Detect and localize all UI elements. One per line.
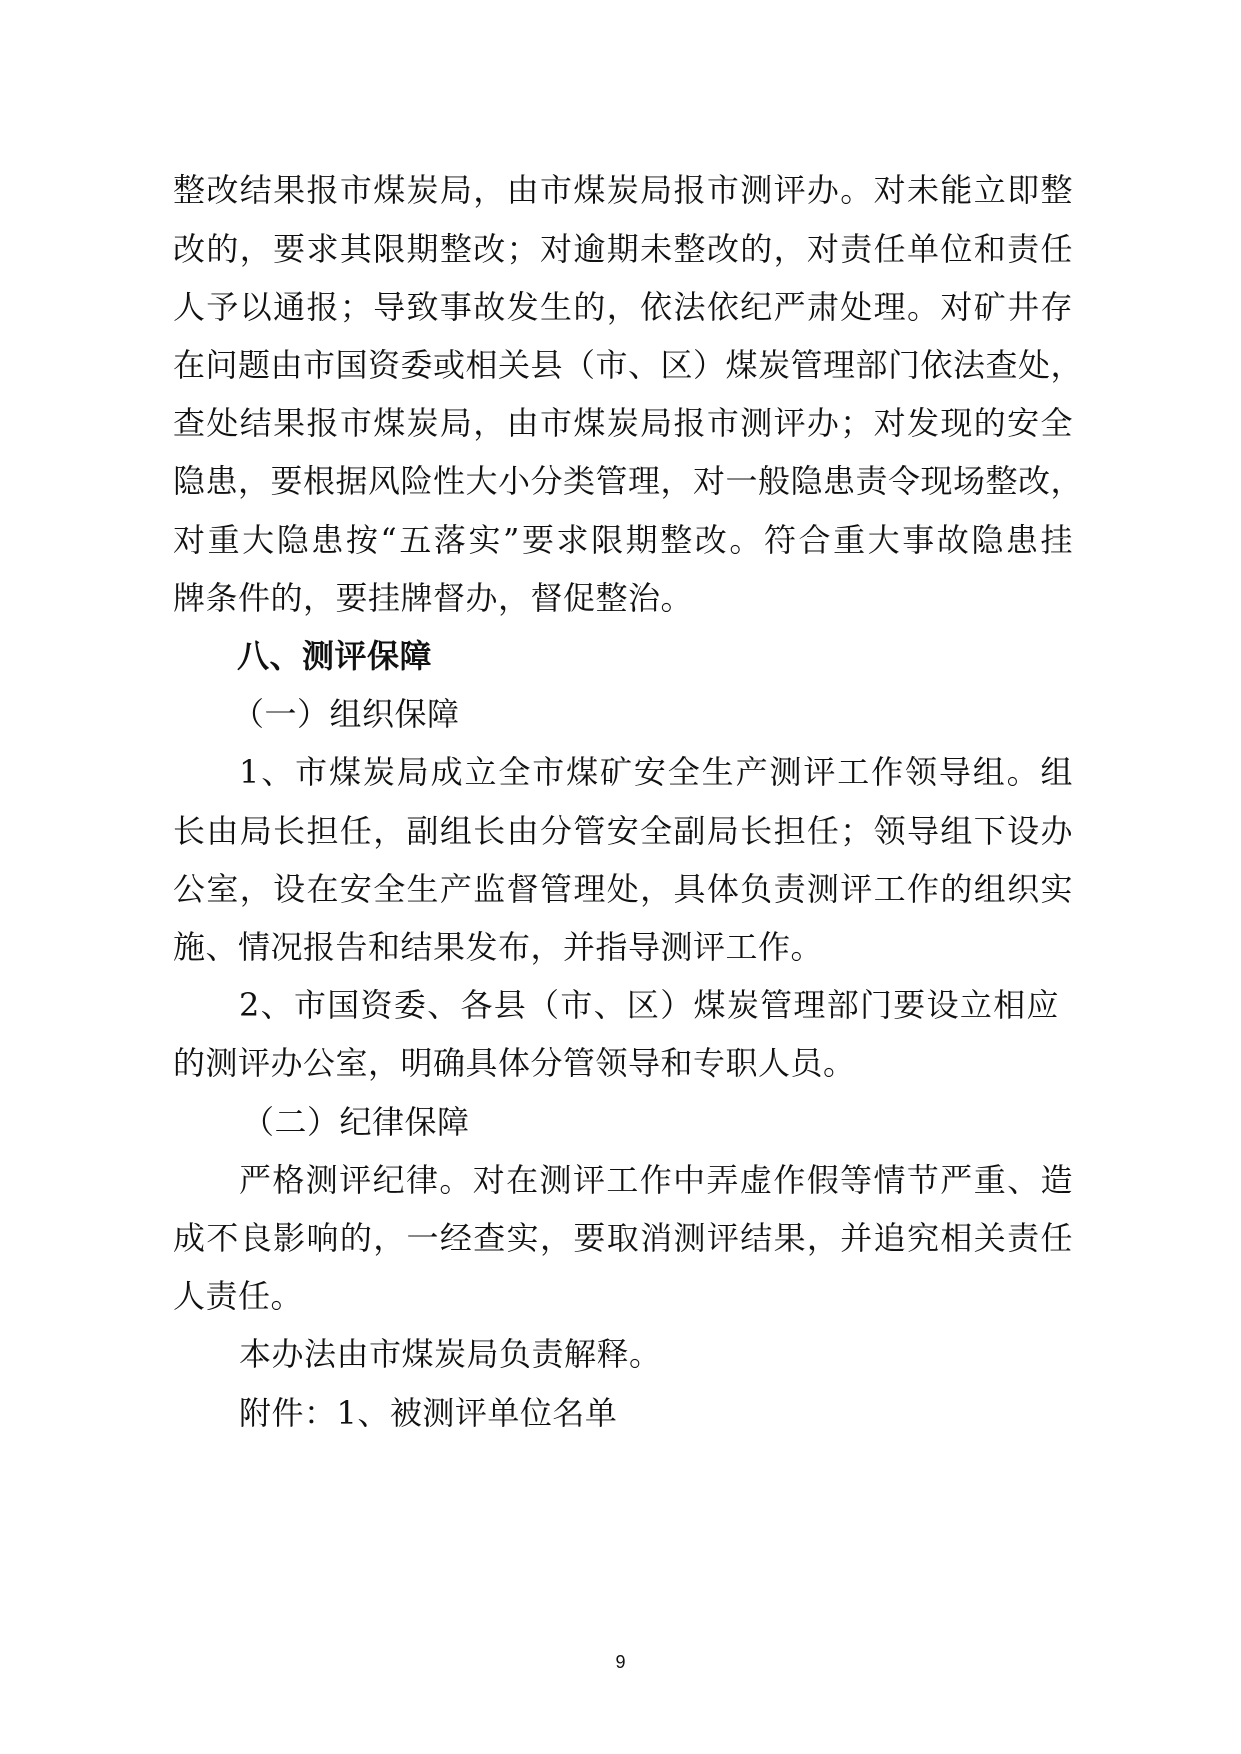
paragraph-line: 对重大隐患按“五落实”要求限期整改。符合重大事故隐患挂 bbox=[173, 521, 1073, 559]
paragraph-line: 2、市国资委、各县（市、区）煤炭管理部门要设立相应 bbox=[239, 986, 1059, 1024]
paragraph-line: 长由局长担任，副组长由分管安全副局长担任；领导组下设办 bbox=[173, 812, 1073, 850]
paragraph-line: 施、情况报告和结果发布，并指导测评工作。 bbox=[173, 928, 824, 966]
subsection-heading: （一）组织保障 bbox=[232, 695, 460, 733]
paragraph-line: 公室，设在安全生产监督管理处，具体负责测评工作的组织实 bbox=[173, 870, 1073, 908]
paragraph-line: 严格测评纪律。对在测评工作中弄虚作假等情节严重、造 bbox=[239, 1161, 1073, 1199]
paragraph-line: 牌条件的，要挂牌督办，督促整治。 bbox=[173, 579, 694, 617]
paragraph-line: 人予以通报；导致事故发生的，依法依纪严肃处理。对矿井存 bbox=[173, 288, 1073, 326]
paragraph-line: 成不良影响的，一经查实，要取消测评结果，并追究相关责任 bbox=[173, 1219, 1073, 1257]
paragraph-line: 本办法由市煤炭局负责解释。 bbox=[239, 1335, 662, 1373]
paragraph-line: 人责任。 bbox=[173, 1277, 304, 1315]
paragraph-line: 的测评办公室，明确具体分管领导和专职人员。 bbox=[173, 1044, 856, 1082]
subsection-heading: （二）纪律保障 bbox=[242, 1103, 470, 1141]
paragraph-line: 查处结果报市煤炭局，由市煤炭局报市测评办；对发现的安全 bbox=[173, 404, 1073, 442]
paragraph-line: 隐患，要根据风险性大小分类管理，对一般隐患责令现场整改， bbox=[173, 462, 1084, 500]
paragraph-line: 整改结果报市煤炭局，由市煤炭局报市测评办。对未能立即整 bbox=[173, 171, 1073, 209]
page-number: 9 bbox=[615, 1652, 626, 1672]
section-heading: 八、测评保障 bbox=[237, 637, 433, 675]
paragraph-line: 改的，要求其限期整改；对逾期未整改的，对责任单位和责任 bbox=[173, 230, 1073, 268]
attachment-line: 附件：1、被测评单位名单 bbox=[239, 1394, 618, 1432]
paragraph-line: 在问题由市国资委或相关县（市、区）煤炭管理部门依法查处， bbox=[173, 346, 1084, 384]
paragraph-line: 1、市煤炭局成立全市煤矿安全生产测评工作领导组。组 bbox=[239, 753, 1073, 791]
